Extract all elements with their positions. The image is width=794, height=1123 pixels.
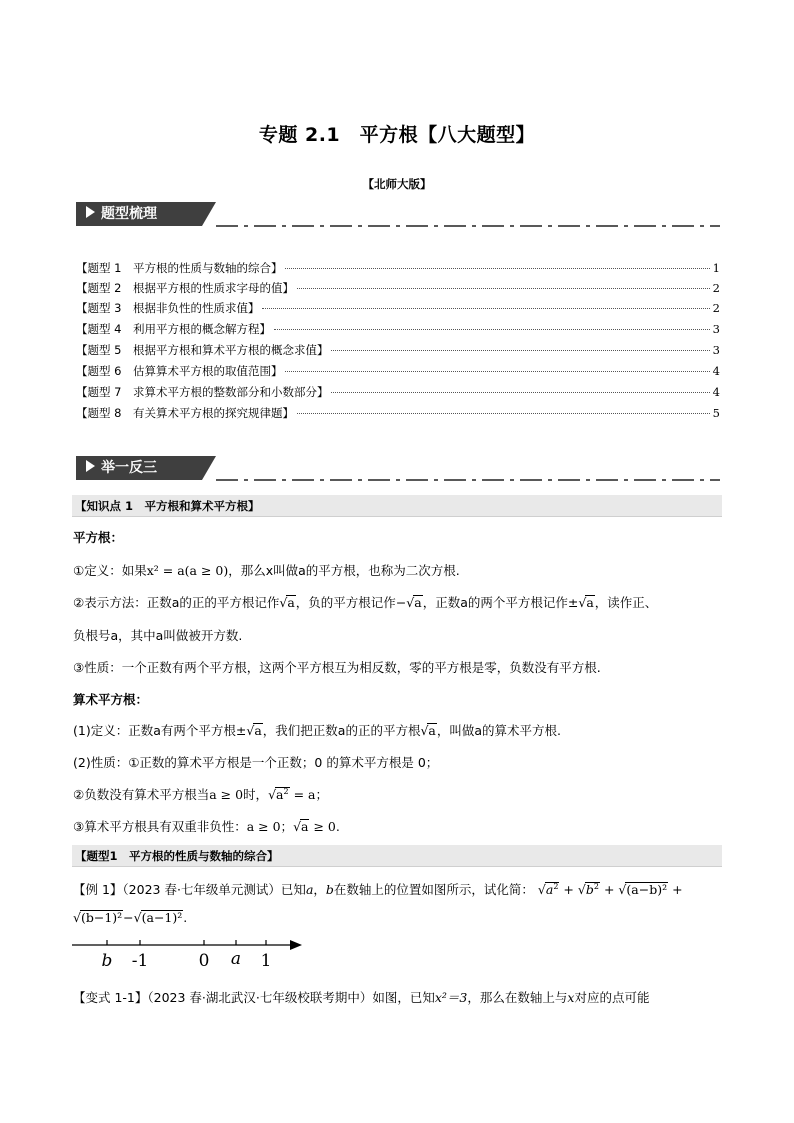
toc-item[interactable]: 【题型 7 求算术平方根的整数部分和小数部分】 4 [76,385,720,399]
section-label-arithmetic-root: 算术平方根： [73,692,149,707]
play-icon [86,206,95,218]
toc-item[interactable]: 【题型 4 利用平方根的概念解方程】 3 [76,322,720,336]
variant-1-1-line: 【变式 1-1】（2023 春·湖北武汉·七年级校联考期中）如图，已知x²＝3，那么在数轴上与x对应的点可能 [73,990,650,1005]
play-icon [86,460,95,472]
section-tab-practice: 举一反三 [76,456,202,480]
notation-line: ②表示方法：正数a的正的平方根记作√a，负的平方根记作−√a，正数a的两个平方根记作±√a，读作正、 [73,595,658,610]
example-1-line: 【例 1】（2023 春·七年级单元测试）已知a，b在数轴上的位置如图所示，试化简： $√a^2 + √b^2 + √(a-b)^2$ + [73,881,683,897]
property-line: ③性质：一个正数有两个平方根，这两个平方根互为相反数，零的平方根是零，负数没有平方根. [73,660,601,675]
knowledge-heading: 【知识点 1 平方根和算术平方根】 [72,495,722,517]
section-tab-catalog: 题型梳理 [76,202,202,226]
number-line [70,935,310,971]
label-a: a [230,949,242,969]
toc-item[interactable]: 【题型 5 根据平方根和算术平方根的概念求值】 3 [76,343,720,357]
definition-line: ①定义：如果x² = a(a ≥ 0)，那么x叫做a的平方根，也称为二次方根. [73,563,460,578]
label-one: 1 [260,951,272,971]
label-b: b [101,951,113,971]
toc-item[interactable]: 【题型 2 根据平方根的性质求字母的值】 2 [76,281,720,295]
arith-property-line: (2)性质：①正数的算术平方根是一个正数；0 的算术平方根是 0； [73,755,439,770]
edition-label: 【北师大版】 [362,177,432,191]
arith-negative-line: ②负数没有算术平方根当a ≥ 0时，$√a^2 = a$； [73,786,328,802]
notation-line-continued: 负根号a，其中a叫做被开方数. [73,628,243,643]
example-1-line-continued: √(b−1)²−√(a−1)². [73,910,188,925]
arith-definition-line: (1)定义：正数a有两个平方根±√a，我们把正数a的正的平方根√a，叫做a的算术平方根. [73,723,562,738]
toc-item[interactable]: 【题型 3 根据非负性的性质求值】 2 [76,301,720,315]
section-banner-catalog [76,202,720,230]
toc-item[interactable]: 【题型 1 平方根的性质与数轴的综合】 1 [76,261,720,275]
label-minus-one: -1 [131,951,149,971]
label-zero: 0 [198,951,210,971]
toc-item[interactable]: 【题型 6 估算算术平方根的取值范围】 4 [76,364,720,378]
type1-heading: 【题型1 平方根的性质与数轴的综合】 [72,845,722,867]
page-title: 专题 2.1 平方根【八大题型】 [258,124,536,146]
section-label-square-root: 平方根： [73,530,124,545]
arith-nonneg-line: ③算术平方根具有双重非负性：a ≥ 0；√a ≥ 0. [73,819,340,834]
section-banner-practice [76,456,720,484]
toc-item[interactable]: 【题型 8 有关算术平方根的探究规律题】 5 [76,406,720,420]
